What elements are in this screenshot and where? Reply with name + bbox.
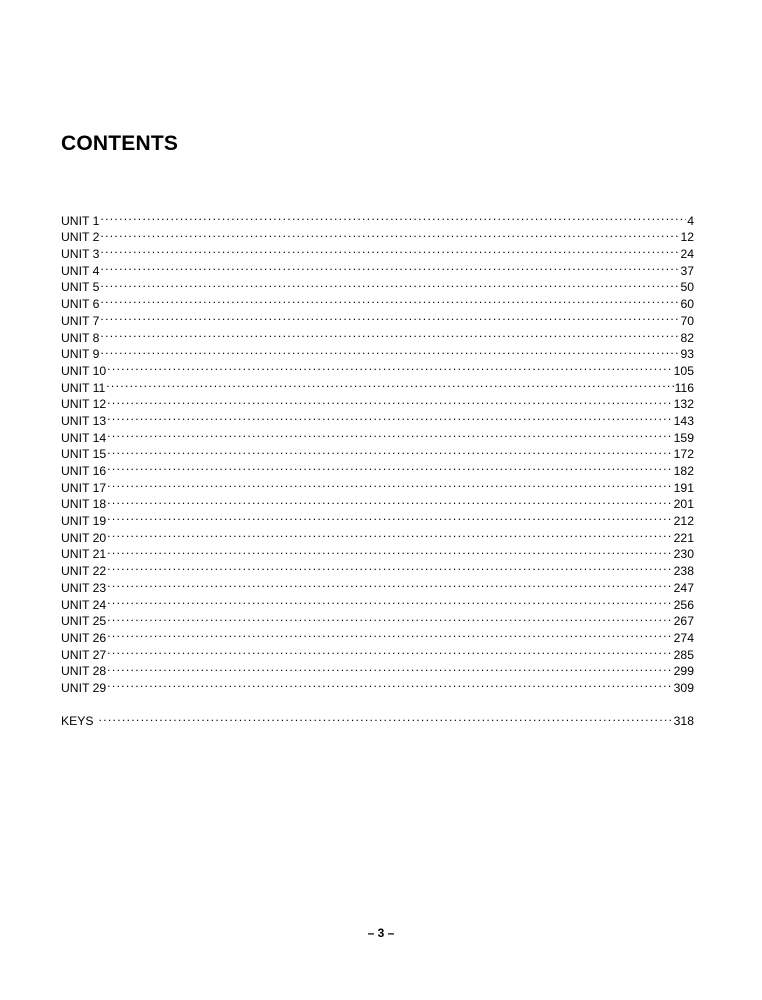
toc-entry-page: 24 (680, 247, 694, 262)
dot-leader (107, 542, 673, 559)
toc-entry-page: 93 (680, 347, 694, 362)
toc-entry-page: 285 (673, 647, 694, 662)
toc-entry-page: 182 (673, 464, 694, 478)
toc-entry-unit-25[interactable] (61, 609, 694, 629)
toc-entry-page: 191 (673, 480, 694, 495)
toc-entry-page: 309 (673, 680, 694, 695)
toc-entry-label: UNIT 24 (61, 597, 107, 612)
toc-entry-label: UNIT 18 (61, 497, 107, 512)
toc-entry-label: UNIT 21 (61, 547, 107, 562)
dot-leader (107, 642, 673, 659)
toc-entry-unit-19[interactable] (61, 508, 694, 529)
dot-leader (107, 525, 673, 542)
toc-entry-label: UNIT 4 (61, 263, 100, 278)
toc-entry-keys[interactable] (61, 709, 694, 729)
toc-entry-unit-1[interactable] (61, 208, 694, 228)
dot-leader (99, 709, 673, 726)
dot-leader (107, 675, 673, 692)
toc-entry-page: 201 (673, 497, 694, 512)
toc-entry-label: UNIT 5 (61, 280, 100, 295)
dot-leader (107, 392, 673, 409)
dot-leader (107, 475, 673, 492)
toc-entry-label: UNIT 28 (61, 664, 107, 679)
toc-entry-page: 274 (673, 630, 694, 645)
dot-leader (100, 325, 679, 342)
toc-entry-unit-2[interactable] (61, 225, 694, 245)
dot-leader (107, 659, 673, 676)
toc-entry-unit-5[interactable] (61, 275, 694, 295)
dot-leader (107, 592, 673, 609)
toc-entry-label: UNIT 1 (61, 213, 100, 228)
toc-entry-page: 132 (673, 397, 694, 412)
toc-entry-page: 60 (680, 297, 694, 312)
toc-entry-page: 172 (673, 447, 694, 462)
toc-entry-label: UNIT 9 (61, 347, 100, 362)
dot-leader (106, 375, 673, 392)
toc-entry-unit-10[interactable] (61, 358, 694, 378)
toc-entry-unit-11[interactable] (61, 375, 694, 395)
toc-entry-label: KEYS (61, 714, 94, 729)
toc-entry-unit-29[interactable] (61, 675, 694, 695)
toc-entry-unit-13[interactable] (61, 408, 694, 428)
page-title: CONTENTS (61, 132, 179, 155)
toc-entry-page: 116 (674, 380, 694, 395)
dot-leader (107, 609, 673, 626)
toc-entry-page: 318 (673, 714, 694, 729)
dot-leader (100, 208, 686, 225)
toc-entry-page: 37 (680, 263, 694, 278)
toc-entry-label: UNIT 16 (61, 464, 107, 478)
toc-entry-unit-26[interactable] (61, 625, 694, 645)
toc-entry-unit-17[interactable] (61, 475, 694, 495)
dot-leader (100, 291, 679, 308)
toc-entry-page: 12 (680, 230, 694, 245)
toc-entry-label: UNIT 8 (61, 330, 100, 345)
toc-entry-page: 247 (673, 580, 694, 595)
toc-entry-label: UNIT 13 (61, 413, 107, 428)
toc-entry-unit-21[interactable] (61, 542, 694, 562)
toc-entry-unit-27[interactable] (61, 642, 694, 662)
dot-leader (100, 275, 679, 292)
toc-entry-page: 238 (673, 564, 694, 579)
dot-leader (107, 508, 673, 525)
toc-entry-unit-12[interactable] (61, 392, 694, 412)
dot-leader (100, 258, 679, 275)
toc-entry-page: 256 (673, 597, 694, 612)
toc-entry-unit-7[interactable] (61, 308, 694, 328)
toc-entry-label: UNIT 29 (61, 680, 107, 695)
toc-entry-unit-4[interactable] (61, 258, 694, 278)
toc-entry-page: 82 (680, 330, 694, 345)
toc-entry-unit-16[interactable] (61, 458, 694, 478)
toc-entry-label: UNIT 19 (61, 514, 107, 529)
toc-entry-label: UNIT 23 (61, 580, 107, 595)
toc-entry-page: 50 (680, 280, 694, 295)
toc-entry-label: UNIT 22 (61, 564, 107, 579)
dot-leader (107, 408, 673, 425)
toc-entry-page: 143 (673, 413, 694, 428)
dot-leader (100, 225, 679, 242)
toc-entry-unit-3[interactable] (61, 241, 694, 262)
toc-entry-label: UNIT 3 (61, 247, 100, 262)
toc-entry-page: 4 (687, 213, 694, 228)
toc-entry-unit-28[interactable] (61, 659, 694, 679)
dot-leader (107, 442, 673, 459)
dot-leader (107, 625, 673, 642)
dot-leader (100, 241, 679, 258)
toc-entry-label: UNIT 15 (61, 447, 107, 462)
dot-leader (107, 358, 673, 375)
toc-entry-page: 230 (673, 547, 694, 562)
toc-entry-page: 70 (680, 313, 694, 328)
dot-leader (107, 558, 673, 575)
toc-entry-unit-15[interactable] (61, 442, 694, 462)
toc-entry-label: UNIT 11 (61, 380, 106, 395)
dot-leader (107, 575, 673, 592)
dot-leader (100, 342, 679, 359)
table-of-contents (61, 208, 694, 729)
toc-entry-label: UNIT 26 (61, 630, 107, 645)
toc-entry-unit-23[interactable] (61, 575, 694, 595)
toc-entry-page: 159 (673, 430, 694, 445)
toc-entry-label: UNIT 2 (61, 230, 100, 245)
toc-entry-unit-14[interactable] (61, 425, 694, 445)
toc-entry-page: 299 (673, 664, 694, 679)
dot-leader (107, 458, 673, 475)
toc-entry-label: UNIT 10 (61, 363, 107, 378)
toc-entry-unit-20[interactable] (61, 525, 694, 545)
toc-entry-label: UNIT 27 (61, 647, 107, 662)
page-number: – 3 – (367, 926, 395, 940)
dot-leader (107, 425, 673, 442)
toc-entry-page: 105 (673, 363, 694, 378)
dot-leader (100, 308, 679, 325)
toc-entry-page: 221 (673, 530, 694, 545)
toc-entry-unit-9[interactable] (61, 342, 694, 362)
dot-leader (107, 492, 673, 509)
toc-entry-page: 212 (673, 514, 694, 529)
toc-entry-label: UNIT 12 (61, 397, 107, 412)
toc-entry-unit-22[interactable] (61, 558, 694, 579)
toc-entry-label: UNIT 20 (61, 530, 107, 545)
toc-entry-page: 267 (673, 614, 694, 629)
toc-entry-unit-24[interactable] (61, 592, 694, 612)
toc-entry-unit-8[interactable] (61, 325, 694, 345)
toc-entry-label: UNIT 25 (61, 614, 107, 629)
toc-entry-unit-18[interactable] (61, 492, 694, 512)
toc-entry-label: UNIT 6 (61, 297, 100, 312)
toc-entry-label: UNIT 7 (61, 313, 100, 328)
toc-entry-label: UNIT 14 (61, 430, 107, 445)
toc-entry-label: UNIT 17 (61, 480, 107, 495)
toc-entry-unit-6[interactable] (61, 291, 694, 312)
